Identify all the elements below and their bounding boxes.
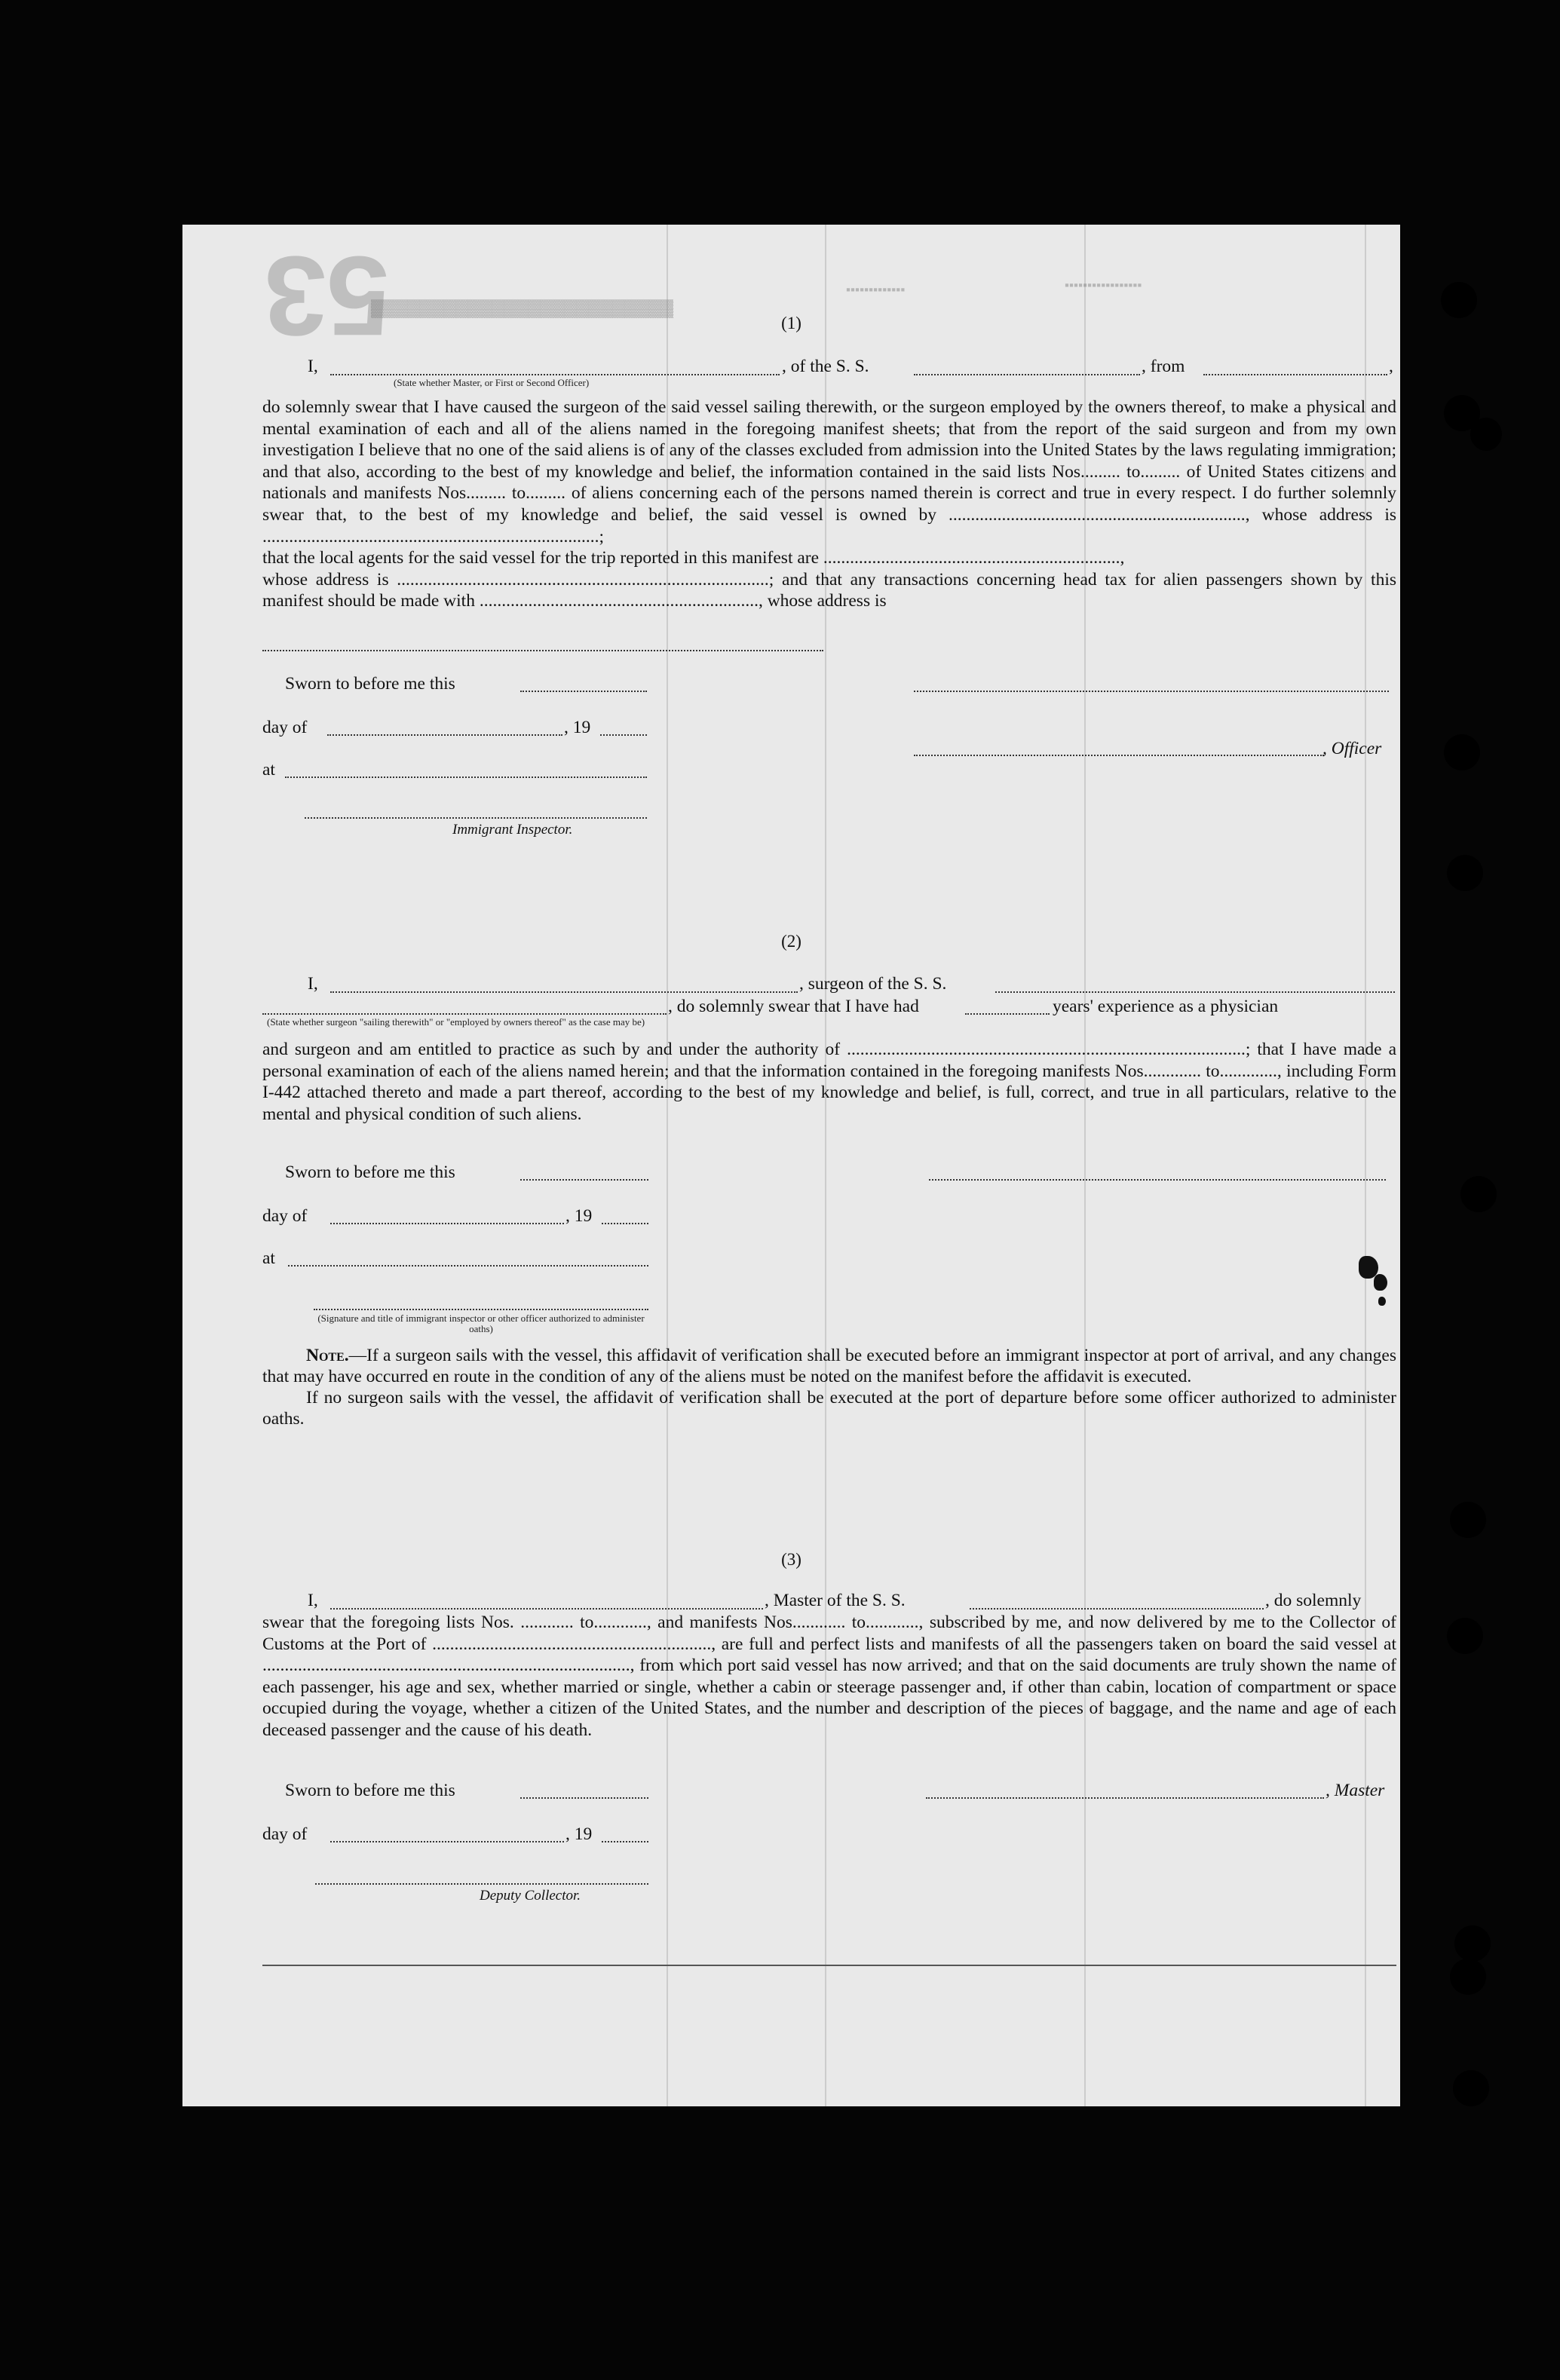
s1-ship-name-field[interactable] <box>914 374 1140 375</box>
s1-of-the-ss-label: , of the S. S. <box>782 357 869 376</box>
s1-officer-name-field[interactable] <box>330 374 780 375</box>
s3-day-of-field[interactable] <box>330 1841 564 1842</box>
s1-year-field[interactable] <box>600 734 647 736</box>
s2-at-field[interactable] <box>288 1265 648 1267</box>
s1-sworn-date-field[interactable] <box>520 691 647 692</box>
s2-day-of-field[interactable] <box>330 1223 564 1224</box>
s3-paragraph: swear that the foregoing lists Nos. ............ to............, and manifests Nos............ to............, subscribed by me, and now delivered by me to the Collector of Customs at the Port of ..............................................................., are full and perfect lists and manifests of all the passengers taken on board the said vessel at ..................................................................................., from which port said vessel has now arrived; and that on the said documents are truly shown the name of each passenger, his age and sex, whether married or single, whether a cabin or steerage passenger and, if other than cabin, location of compartment or space occupied during the voyage, whether a citizen of the United States, and the number and description of the pieces of baggage, and the name and age of each deceased passenger and the cause of his death. <box>262 1613 1396 1740</box>
s1-day-of-label: day of <box>262 718 308 737</box>
s1-sworn-label: Sworn to before me this <box>285 674 455 694</box>
s1-i-label: I, <box>308 357 318 376</box>
s2-nineteen-label: , 19 <box>565 1206 593 1226</box>
ink-stain <box>1374 1274 1387 1291</box>
bleed-through-header: ▪▪▪▪▪▪▪▪▪▪▪▪▪▪▪▪▪ <box>1065 278 1142 293</box>
bleed-through-header: ▪▪▪▪▪▪▪▪▪▪▪▪▪ <box>846 283 906 297</box>
s3-ship-name-field[interactable] <box>970 1608 1264 1610</box>
s2-year-field[interactable] <box>602 1223 648 1224</box>
s1-line-end: , <box>1389 357 1393 376</box>
s3-day-of-label: day of <box>262 1824 308 1844</box>
bottom-divider <box>262 1965 1396 1966</box>
s3-master-signature-line[interactable] <box>926 1797 1324 1799</box>
s3-sworn-date-field[interactable] <box>520 1797 648 1799</box>
s2-sworn-date-field[interactable] <box>520 1179 648 1181</box>
ink-stain <box>1378 1297 1386 1306</box>
s1-officer-label: , Officer <box>1322 739 1382 758</box>
section-3-number: (3) <box>781 1550 801 1569</box>
bleed-through-number: 53 <box>264 233 390 360</box>
s1-at-label: at <box>262 760 275 780</box>
s2-note-label: Note. <box>306 1346 349 1365</box>
s2-surgeon-status-field[interactable] <box>262 1013 667 1015</box>
s1-inspector-caption: Immigrant Inspector. <box>452 822 573 838</box>
s1-paragraph-part-2: that the local agents for the said vessel for the trip reported in this manifest are ..................................................................., <box>262 548 1125 568</box>
s1-day-of-field[interactable] <box>327 734 562 736</box>
s1-officer-signature-line-2[interactable] <box>914 755 1324 756</box>
s2-ship-name-field[interactable] <box>995 991 1395 993</box>
binder-hole <box>1470 418 1502 451</box>
s3-master-name-field[interactable] <box>330 1608 763 1610</box>
s2-years-field[interactable] <box>965 1013 1050 1015</box>
manifest-sheet <box>182 225 1400 2106</box>
s1-from-label: , from <box>1142 357 1185 376</box>
s1-agent-address-field[interactable] <box>262 650 823 651</box>
binder-hole <box>1450 1959 1486 1995</box>
s2-inspector-signature-line[interactable] <box>314 1309 648 1310</box>
s2-sworn-label: Sworn to before me this <box>285 1162 455 1182</box>
binder-hole <box>1441 282 1477 318</box>
binder-hole <box>1447 855 1483 891</box>
s1-paragraph-part-3: whose address is ....................................................................................; and that any transactions concerning head tax for alien passengers shown by this manifest should be made with ..............................................................., whose address is <box>262 569 1396 611</box>
s3-year-field[interactable] <box>602 1841 648 1842</box>
s2-caption-surgeon: (State whether surgeon "sailing therewith" or "employed by owners thereof" as the case may be) <box>267 1016 645 1028</box>
s3-sworn-label: Sworn to before me this <box>285 1781 455 1800</box>
s2-note-text-2: If no surgeon sails with the vessel, the affidavit of verification shall be executed at the port of departure before some officer authorized to administer oaths. <box>262 1388 1396 1429</box>
section-1-number: (1) <box>781 314 801 332</box>
binder-hole <box>1450 1502 1486 1538</box>
s2-surgeon-name-field[interactable] <box>330 991 798 993</box>
s2-at-label: at <box>262 1248 275 1268</box>
s2-note <box>262 1345 1396 1429</box>
s1-at-field[interactable] <box>285 776 647 778</box>
s1-paragraph-part-1: do solemnly swear that I have caused the surgeon of the said vessel sailing therewith, or the surgeon employed by the owners thereof, to make a physical and mental examination of each and all of the aliens named in the foregoing manifest sheets; that from the report of the said surgeon and from my own investigation I believe that no one of the said aliens is of any of the classes excluded from admission into the United States by the laws regulating immigration; and that also, according to the best of my knowledge and belief, the information contained in the said lists Nos......... to......... of United States citizens and nationals and manifests Nos......... to......... of aliens concerning each of the persons named therein is correct and true in every respect. I do further solemnly swear that, to the best of my knowledge and belief, the said vessel is owned by ..................................................................., whose address is ............................................................................; <box>262 397 1396 547</box>
s2-note-text: —If a surgeon sails with the vessel, this affidavit of verification shall be executed before an immigrant inspector at port of arrival, and any changes that may have occurred en route in the condition of any of the aliens must be noted on the manifest before the affidavit is executed. <box>262 1346 1396 1386</box>
s1-from-field[interactable] <box>1203 374 1387 375</box>
s1-inspector-signature-line[interactable] <box>305 817 647 819</box>
s3-solemnly-label: , do solemnly <box>1265 1591 1362 1610</box>
s2-swear-label: , do solemnly swear that I have had <box>668 997 919 1016</box>
binder-hole <box>1454 1925 1491 1962</box>
s2-surgeon-signature-line[interactable] <box>929 1179 1386 1181</box>
s2-i-label: I, <box>308 974 318 994</box>
s2-paragraph: and surgeon and am entitled to practice as such by and under the authority of ..........................................................................................; that I have made a personal examination of each of the aliens named herein; and that the information contained in the foregoing manifests Nos............. to............., including Form I-442 attached thereto and made a part thereof, according to the best of my knowledge and belief, is full, correct, and true in all particulars, relative to the mental and physical condition of such aliens. <box>262 1040 1396 1124</box>
s3-nineteen-label: , 19 <box>565 1824 593 1844</box>
s3-deputy-signature-line[interactable] <box>315 1883 648 1885</box>
s3-i-label: I, <box>308 1591 318 1610</box>
s2-day-of-label: day of <box>262 1206 308 1226</box>
s3-master-of-label: , Master of the S. S. <box>765 1591 906 1610</box>
s3-master-label: , Master <box>1326 1781 1385 1800</box>
s1-nineteen-label: , 19 <box>564 718 591 737</box>
binder-hole <box>1460 1176 1497 1212</box>
s2-surgeon-of-label: , surgeon of the S. S. <box>799 974 947 994</box>
binder-hole <box>1444 734 1480 770</box>
s1-paragraph <box>262 397 1396 612</box>
bleed-through-heading: ▓▓▓▓▓▓▓▓▓▓▓▓▓▓▓▓▓▓▓▓▓▓▓▓▓ <box>371 301 673 320</box>
s3-deputy-caption: Deputy Collector. <box>480 1888 581 1904</box>
s1-officer-signature-line-1[interactable] <box>914 691 1389 692</box>
s2-signature-caption: (Signature and title of immigrant inspector or other officer authorized to administer oaths) <box>317 1313 645 1334</box>
section-2-number: (2) <box>781 932 801 951</box>
binder-hole <box>1453 2070 1489 2106</box>
s1-caption-master: (State whether Master, or First or Second Officer) <box>394 377 590 388</box>
binder-hole <box>1447 1618 1483 1654</box>
s2-years-label: years' experience as a physician <box>1053 997 1279 1016</box>
